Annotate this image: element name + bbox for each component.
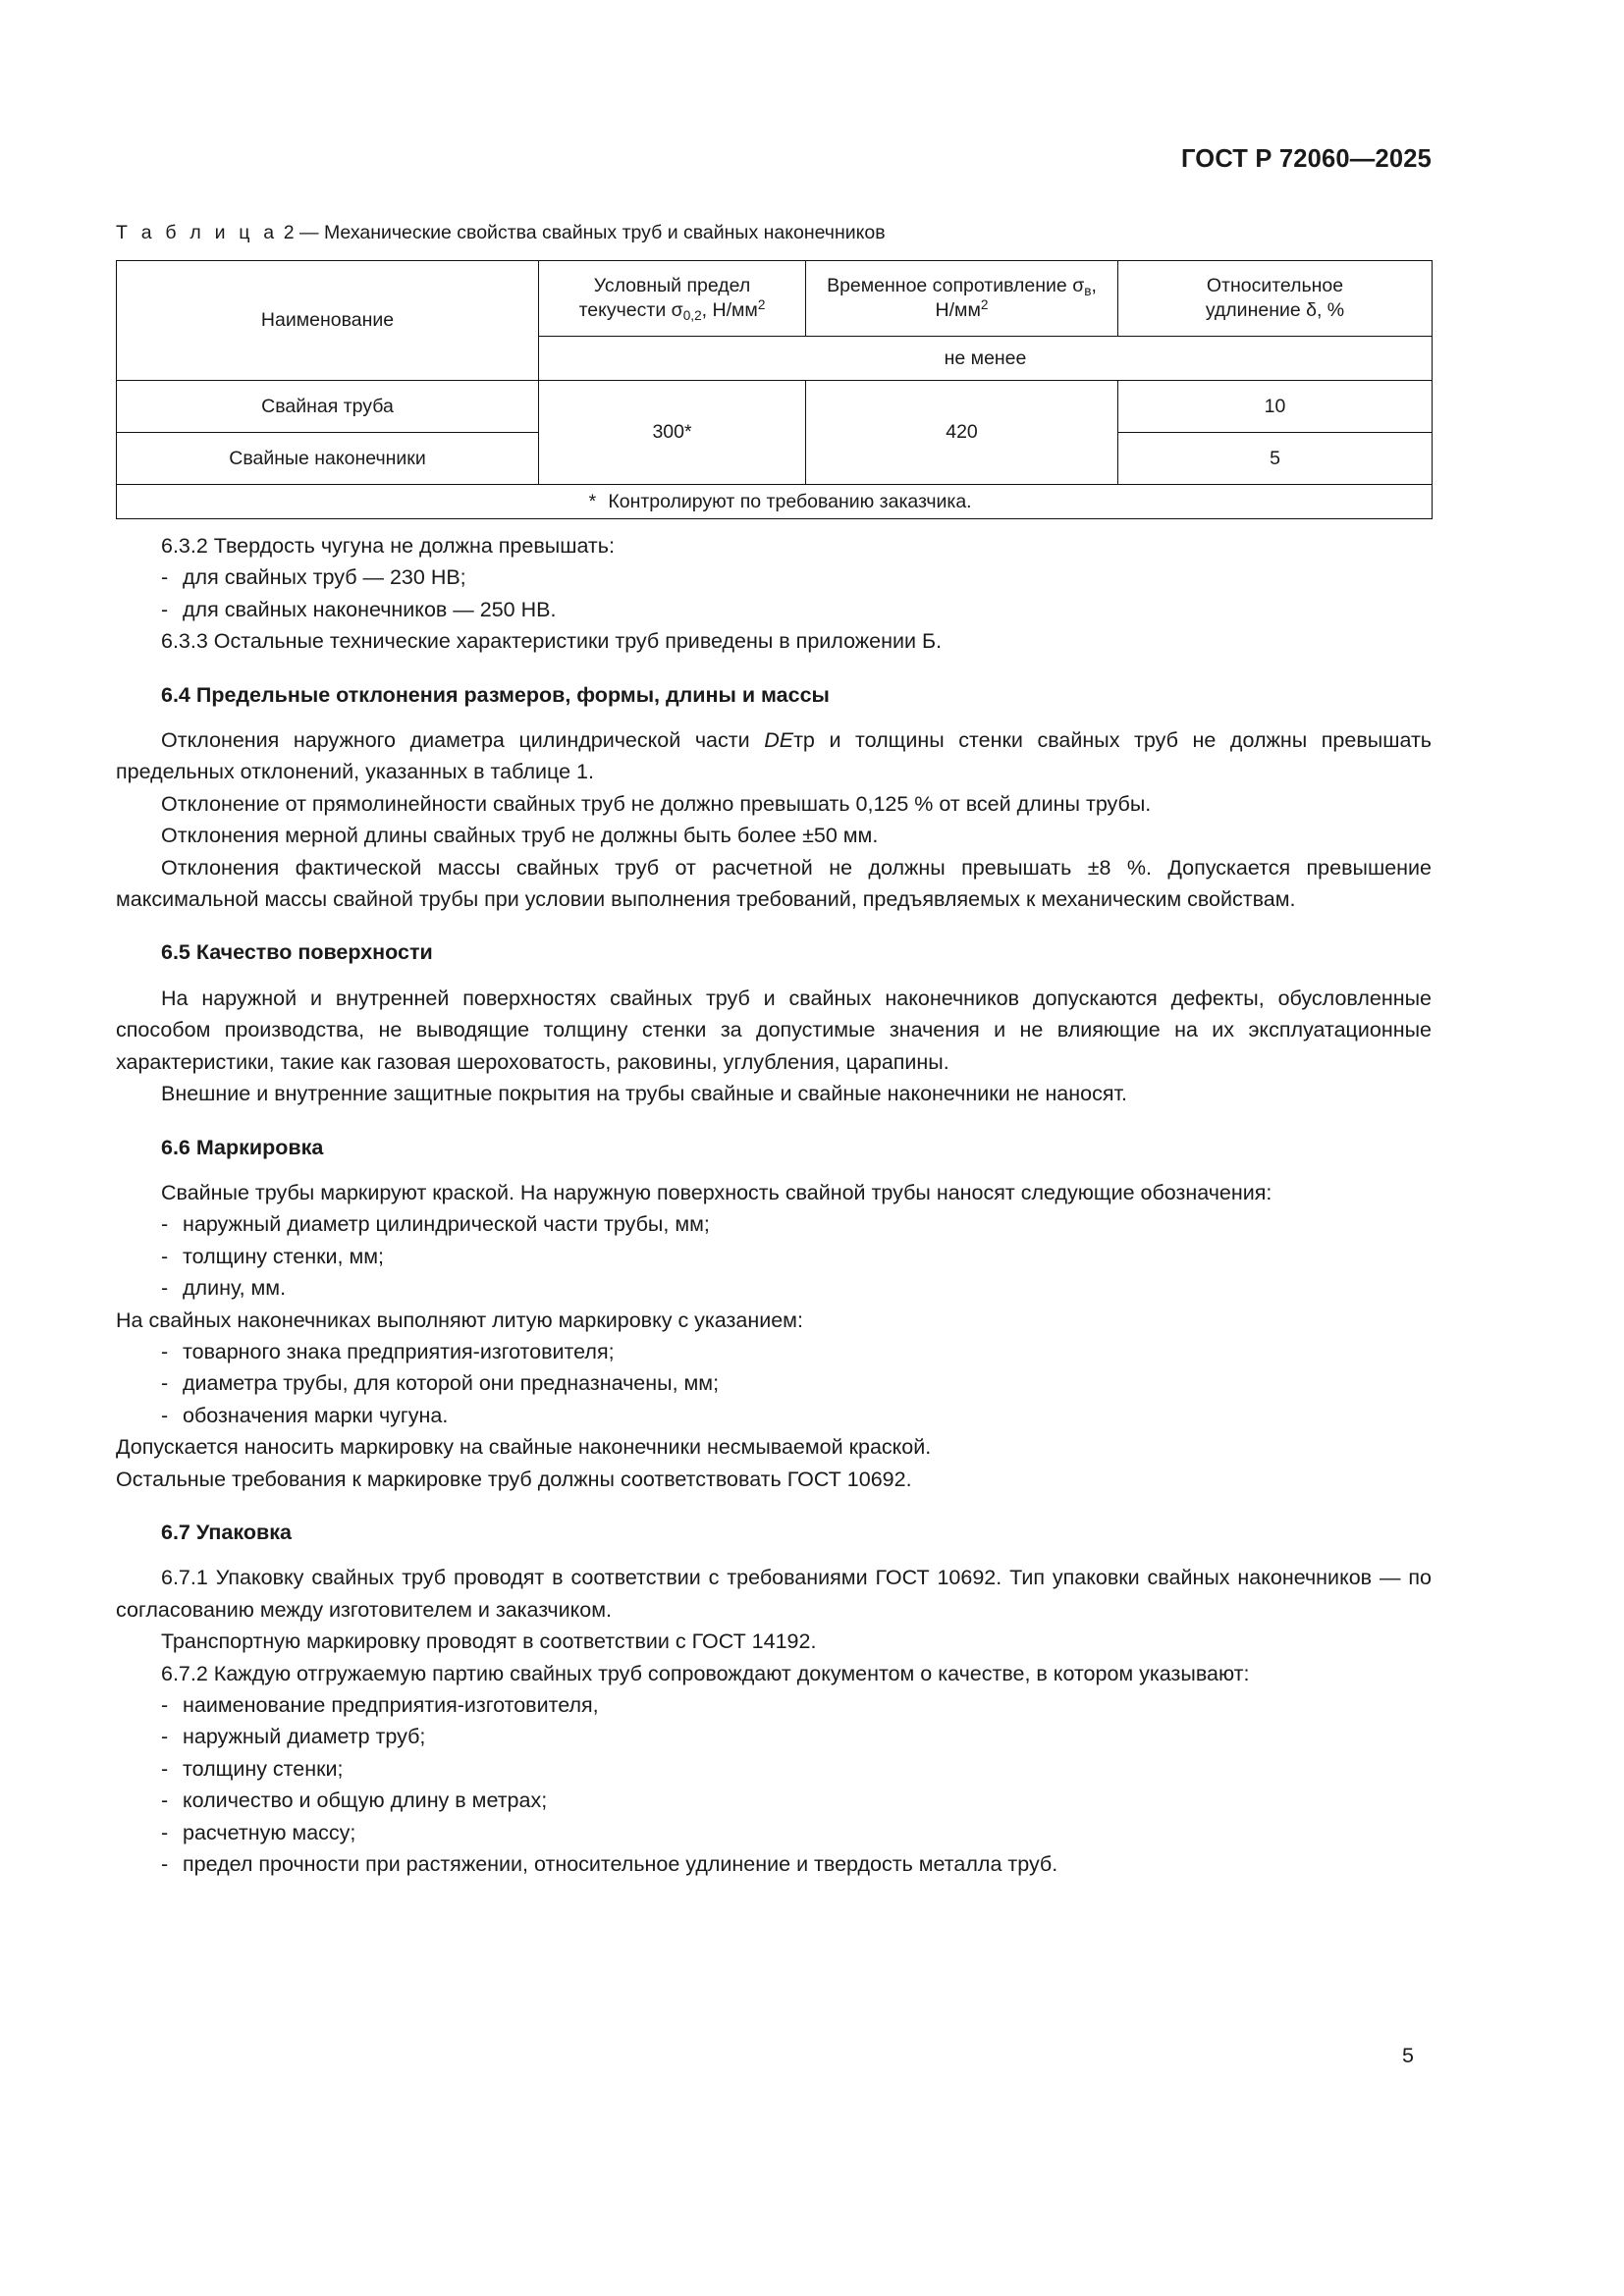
spacer <box>116 1548 1432 1562</box>
dash-marker: - <box>161 1339 169 1363</box>
clause-6-6-item-6 <box>116 1400 1432 1431</box>
tensile-line-1b: , <box>1091 275 1097 297</box>
dash-marker: - <box>161 1693 169 1717</box>
table-row <box>117 381 1433 433</box>
clause-6-3-3: 6.3.3 Остальные технические характеристики труб приведены в приложении Б. <box>161 629 943 654</box>
table-header-elongation <box>1118 261 1433 337</box>
item-text: обозначения марки чугуна. <box>183 1403 449 1427</box>
table-caption-label: Т а б л и ц а <box>116 222 279 243</box>
spacer <box>116 969 1432 983</box>
table-header-row <box>117 261 1433 337</box>
page-number: 5 <box>1402 2044 1414 2067</box>
dash-marker: - <box>161 1852 169 1877</box>
yield-line-1: Условный предел <box>593 275 751 297</box>
item-text: товарного знака предприятия-изготовителя; <box>183 1339 615 1363</box>
clause-6-7-2-item-1 <box>116 1689 1432 1721</box>
heading-6-4: 6.4 Предельные отклонения размеров, формы, длины и массы <box>161 682 830 707</box>
mechanical-properties-table-wrapper <box>116 260 1432 519</box>
clause-6-6-paragraph-1: Свайные трубы маркируют краской. На наружную поверхность свайной трубы наносят следующие обозначения: <box>161 1180 1272 1204</box>
clause-6-7-2-item-5 <box>116 1817 1432 1848</box>
table-cell-tensile-value: 420 <box>806 381 1118 485</box>
mechanical-properties-table <box>116 260 1433 519</box>
yield-line-2b: , Н/мм <box>701 299 758 321</box>
dash-marker: - <box>161 1403 169 1427</box>
clause-6-6-paragraph-3: Допускается наносить маркировку на свайные наконечники несмываемой краской. <box>116 1435 932 1460</box>
clause-6-7-2-item-6 <box>116 1848 1432 1880</box>
table-caption-title: Механические свойства свайных труб и свайных наконечников <box>323 222 886 243</box>
spacer <box>116 658 1432 679</box>
table-cell-yield-value: 300* <box>539 381 806 485</box>
clause-6-7-1-paragraph-2: Транспортную маркировку проводят в соответствии с ГОСТ 14192. <box>161 1629 817 1654</box>
tensile-superscript: 2 <box>980 297 989 313</box>
table-header-tensile-strength <box>806 261 1118 337</box>
table-cell-elongation-value: 5 <box>1118 433 1433 485</box>
clause-6-3-2: 6.3.2 Твердость чугуна не должна превышать: <box>161 534 615 558</box>
body-text <box>116 530 1432 1880</box>
spacer <box>116 1163 1432 1177</box>
heading-6-7: 6.7 Упаковка <box>161 1520 292 1544</box>
table-footnote <box>117 485 1433 519</box>
footnote-marker: * <box>588 490 597 512</box>
clause-6-6-item-4 <box>116 1336 1432 1367</box>
item-text: толщину стенки, мм; <box>183 1244 385 1268</box>
item-text: толщину стенки; <box>183 1756 344 1781</box>
dash-marker: - <box>161 1212 169 1237</box>
clause-6-4-paragraph-2: Отклонение от прямолинейности свайных труб не должно превышать 0,125 % от всей длины трубы. <box>161 791 1152 816</box>
table-subheader-not-less: не менее <box>539 337 1433 381</box>
dash-marker: - <box>161 1371 169 1396</box>
clause-6-7-2-item-2 <box>116 1721 1432 1752</box>
elongation-line-1: Относительное <box>1206 275 1344 297</box>
table-caption-number: 2 <box>283 222 295 243</box>
para-post: тр и толщины стенки свайных труб не должны превышать предельных отклонений, указанных в таблице 1. <box>116 728 1432 784</box>
clause-6-7-2-item-3 <box>116 1753 1432 1785</box>
elongation-line-2: удлинение δ, % <box>1205 299 1345 321</box>
spacer <box>116 1495 1432 1517</box>
table-caption-dash: — <box>299 222 319 243</box>
table-footnote-row <box>117 485 1433 519</box>
symbol-de: DE <box>764 728 794 753</box>
para-pre: Отклонения наружного диаметра цилиндрической части <box>161 728 765 753</box>
item-text: длину, мм. <box>183 1276 287 1301</box>
clause-6-6-item-2 <box>116 1241 1432 1272</box>
clause-6-4-paragraph-4: Отклонения фактической массы свайных труб от расчетной не должны превышать ±8 %. Допускается превышение максимальной массы свайной трубы при условии выполнения требований, предъявляемых к механическим свойствам. <box>116 855 1432 912</box>
dash-marker: - <box>161 1789 169 1813</box>
dash-marker: - <box>161 565 169 590</box>
clause-6-5-paragraph-2: Внешние и внутренние защитные покрытия на трубы свайные и свайные наконечники не наносят. <box>161 1082 1127 1106</box>
yield-line-2a: текучести σ <box>578 299 683 321</box>
item-text: количество и общую длину в метрах; <box>183 1789 548 1813</box>
dash-marker: - <box>161 1276 169 1301</box>
dash-marker: - <box>161 1756 169 1781</box>
clause-6-6-paragraph-4: Остальные требования к маркировке труб должны соответствовать ГОСТ 10692. <box>116 1467 912 1491</box>
table-cell-product-name: Свайная труба <box>117 381 539 433</box>
footnote-text: Контролируют по требованию заказчика. <box>608 490 972 512</box>
table-caption <box>116 222 886 244</box>
clause-6-5-paragraph-1: На наружной и внутренней поверхностях свайных труб и свайных наконечников допускаются дефекты, обусловленные способом производства, не выводящие толщину стенки за допустимые значения и не влияющие на их эксплуатационные характеристики, такие как газовая шероховатость, раковины, углубления, царапины. <box>116 986 1432 1074</box>
dash-marker: - <box>161 1820 169 1844</box>
clause-6-7-1: 6.7.1 Упаковку свайных труб проводят в соответствии с требованиями ГОСТ 10692. Тип упаковки свайных наконечников — по согласованию между изготовителем и заказчиком. <box>116 1566 1432 1622</box>
clause-6-3-2-item-2 <box>116 594 1432 625</box>
item-text: предел прочности при растяжении, относительное удлинение и твердость металла труб. <box>183 1852 1058 1877</box>
item-text: наружный диаметр труб; <box>183 1725 426 1749</box>
clause-6-6-item-3 <box>116 1272 1432 1304</box>
table-header-name: Наименование <box>117 261 539 381</box>
heading-6-5: 6.5 Качество поверхности <box>161 940 433 965</box>
spacer <box>116 915 1432 936</box>
item-text: диаметра трубы, для которой они предназначены, мм; <box>183 1371 720 1396</box>
table-header-yield-strength <box>539 261 806 337</box>
item-text: для свайных наконечников — 250 НВ. <box>183 597 557 621</box>
spacer <box>116 1110 1432 1132</box>
yield-subscript: 0,2 <box>682 307 702 323</box>
dash-marker: - <box>161 1244 169 1268</box>
clause-6-3-2-item-1 <box>116 561 1432 593</box>
yield-superscript: 2 <box>757 297 766 313</box>
clause-6-7-2: 6.7.2 Каждую отгружаемую партию свайных труб сопровождают документом о качестве, в котором указывают: <box>161 1661 1250 1685</box>
clause-6-7-2-item-4 <box>116 1785 1432 1816</box>
clause-6-4-paragraph-1 <box>116 724 1432 788</box>
tensile-line-1a: Временное сопротивление σ <box>827 275 1085 297</box>
item-text: наружный диаметр цилиндрической части трубы, мм; <box>183 1212 710 1237</box>
table-cell-product-name: Свайные наконечники <box>117 433 539 485</box>
clause-6-6-item-5 <box>116 1367 1432 1399</box>
tensile-line-2a: Н/мм <box>935 299 981 321</box>
dash-marker: - <box>161 597 169 621</box>
dash-marker: - <box>161 1725 169 1749</box>
running-head-standard-ref: ГОСТ Р 72060—2025 <box>1180 145 1432 173</box>
heading-6-6: 6.6 Маркировка <box>161 1135 324 1159</box>
item-text: расчетную массу; <box>183 1820 356 1844</box>
clause-6-6-item-1 <box>116 1208 1432 1240</box>
item-text: для свайных труб — 230 НВ; <box>183 565 466 590</box>
clause-6-4-paragraph-3: Отклонения мерной длины свайных труб не должны быть более ±50 мм. <box>161 824 879 848</box>
tensile-subscript: в <box>1084 283 1092 298</box>
clause-6-6-paragraph-2: На свайных наконечниках выполняют литую маркировку с указанием: <box>116 1308 803 1332</box>
table-cell-elongation-value: 10 <box>1118 381 1433 433</box>
item-text: наименование предприятия-изготовителя, <box>183 1693 599 1717</box>
spacer <box>116 711 1432 724</box>
